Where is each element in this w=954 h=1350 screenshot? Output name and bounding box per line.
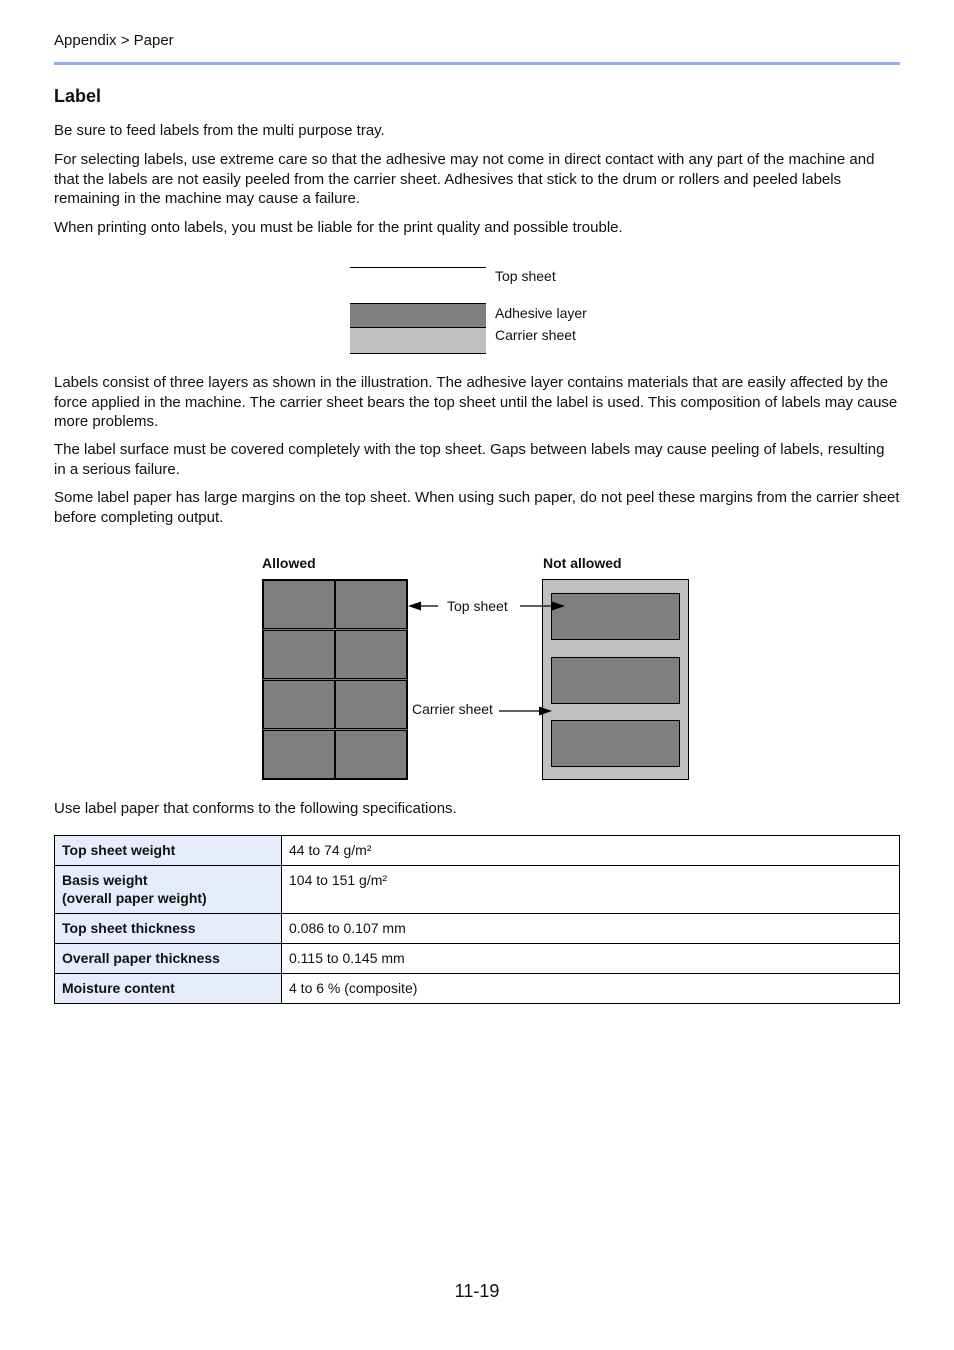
spec-item: Top sheet weight bbox=[55, 836, 282, 866]
spec-item: Basis weight (overall paper weight) bbox=[55, 866, 282, 914]
spec-value: 0.115 to 0.145 mm bbox=[282, 944, 900, 974]
spec-value: 44 to 74 g/m² bbox=[282, 836, 900, 866]
spec-value: 0.086 to 0.107 mm bbox=[282, 914, 900, 944]
body-paragraph: Labels consist of three layers as shown in the illustration. The adhesive layer contains materials that are easily affected by the force applied in the machine. The carrier sheet bears the top sheet until the label is used. This composition of labels may cause more problems. bbox=[54, 374, 898, 430]
arrow-head-right-icon bbox=[539, 707, 552, 716]
table-row bbox=[55, 974, 900, 1004]
intro-paragraph: For selecting labels, use extreme care so that the adhesive may not come in direct contact with any part of the machine and that the labels are not easily peeled from the carrier sheet. Adhesives that stick to the drum or rollers and peeled labels remaining in the machine may cause a failure. bbox=[54, 151, 875, 207]
adhesive-layer-label: Adhesive layer bbox=[495, 305, 587, 321]
spec-item: Top sheet thickness bbox=[55, 914, 282, 944]
intro-paragraph: Be sure to feed labels from the multi purpose tray. bbox=[54, 122, 385, 139]
top-sheet-label: Top sheet bbox=[495, 268, 556, 284]
carrier-sheet-callout: Carrier sheet bbox=[412, 701, 493, 717]
spec-table bbox=[54, 835, 900, 1004]
spec-item: Moisture content bbox=[55, 974, 282, 1004]
section-title: Label bbox=[54, 86, 102, 106]
spec-intro: Use label paper that conforms to the following specifications. bbox=[54, 800, 457, 817]
allowed-heading: Allowed bbox=[262, 555, 316, 571]
arrow-head-right-icon bbox=[552, 602, 565, 611]
carrier-sheet-label: Carrier sheet bbox=[495, 327, 576, 343]
spec-item: Overall paper thickness bbox=[55, 944, 282, 974]
table-row bbox=[55, 914, 900, 944]
breadcrumb: Appendix > Paper bbox=[54, 32, 174, 49]
intro-paragraph: When printing onto labels, you must be liable for the print quality and possible trouble. bbox=[54, 219, 623, 236]
body-paragraph: Some label paper has large margins on the top sheet. When using such paper, do not peel these margins from the carrier sheet before completing output. bbox=[54, 489, 900, 526]
page-number: 11-19 bbox=[454, 1281, 500, 1301]
table-row bbox=[55, 944, 900, 974]
not-allowed-heading: Not allowed bbox=[543, 555, 622, 571]
spec-value: 4 to 6 % (composite) bbox=[282, 974, 900, 1004]
spec-value: 104 to 151 g/m² bbox=[282, 866, 900, 914]
arrow-head-left-icon bbox=[408, 602, 421, 611]
body-paragraph: The label surface must be covered completely with the top sheet. Gaps between labels may cause peeling of labels, resulting in a serious failure. bbox=[54, 441, 885, 478]
top-sheet-callout: Top sheet bbox=[447, 598, 508, 614]
table-row bbox=[55, 866, 900, 914]
table-row bbox=[55, 836, 900, 866]
